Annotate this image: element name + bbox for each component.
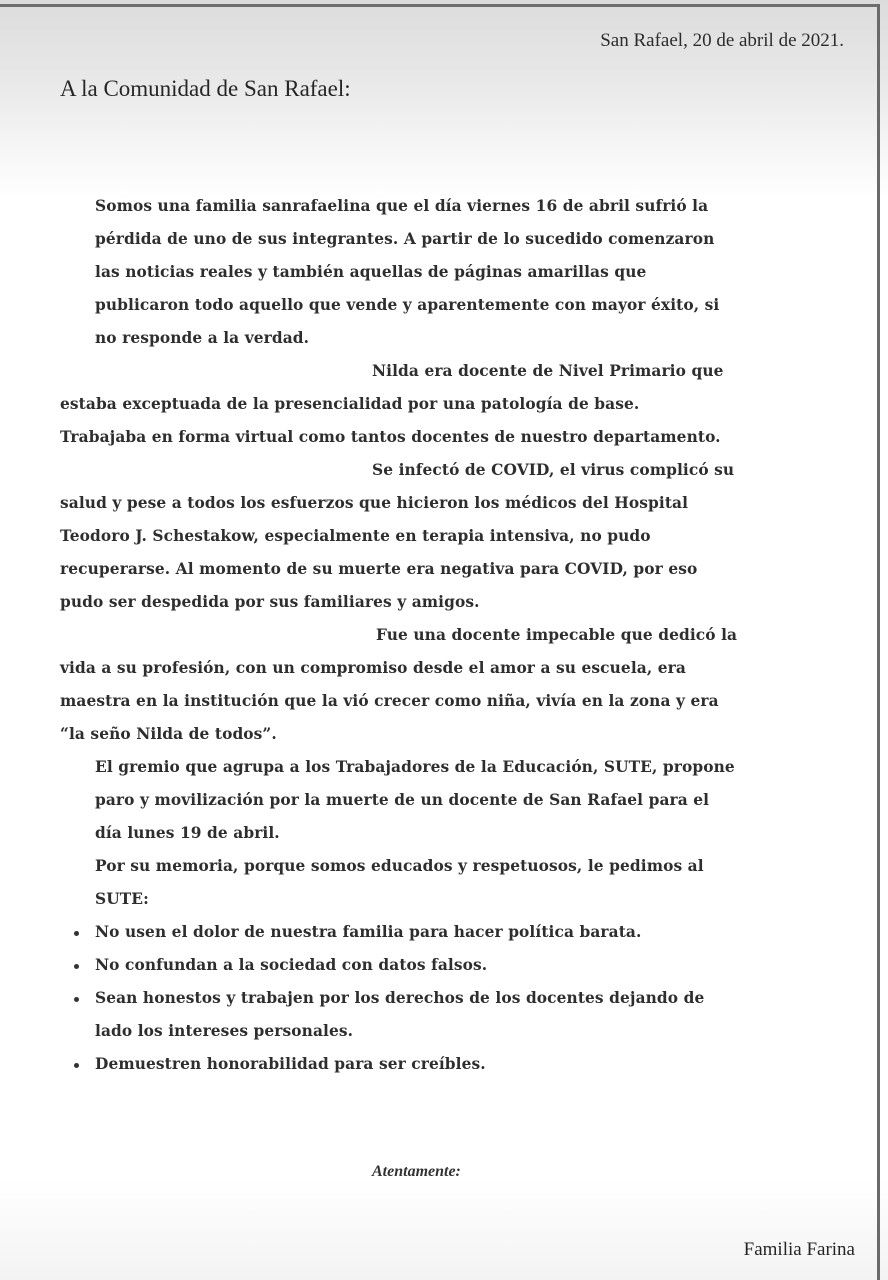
body-line: publicaron todo aquello que vende y aparentemente con mayor éxito, si: [95, 296, 720, 314]
body-line: pérdida de uno de sus integrantes. A partir de lo sucedido comenzaron: [95, 230, 715, 248]
body-line: “la seño Nilda de todos”.: [60, 725, 277, 743]
letter-date: San Rafael, 20 de abril de 2021.: [600, 30, 844, 51]
body-line: vida a su profesión, con un compromiso desde el amor a su escuela, era: [60, 659, 686, 677]
list-item-text: No usen el dolor de nuestra familia para hacer política barata.: [95, 923, 642, 941]
bullet-icon: [74, 997, 79, 1002]
body-line: no responde a la verdad.: [95, 329, 310, 347]
list-item-text: lado los intereses personales.: [95, 1022, 354, 1040]
body-line: las noticias reales y también aquellas de páginas amarillas que: [95, 263, 647, 281]
body-line: recuperarse. Al momento de su muerte era negativa para COVID, por eso: [60, 560, 698, 578]
bullet-icon: [74, 1063, 79, 1068]
body-line: salud y pese a todos los esfuerzos que hicieron los médicos del Hospital: [60, 494, 689, 512]
body-line: Somos una familia sanrafaelina que el día viernes 16 de abril sufrió la: [95, 197, 709, 215]
list-item-text: Demuestren honorabilidad para ser creíbles.: [95, 1055, 486, 1073]
bullet-icon: [74, 931, 79, 936]
body-line: SUTE:: [95, 890, 149, 908]
body-line: Por su memoria, porque somos educados y respetuosos, le pedimos al: [95, 857, 704, 875]
body-line: estaba exceptuada de la presencialidad por una patología de base.: [60, 395, 640, 413]
list-item-text: Sean honestos y trabajen por los derechos de los docentes dejando de: [95, 989, 705, 1007]
body-line: maestra en la institución que la vió crecer como niña, vivía en la zona y era: [60, 692, 719, 710]
bullet-icon: [74, 964, 79, 969]
page-border-top: [0, 4, 880, 7]
body-line: Fue una docente impecable que dedicó la: [376, 626, 738, 644]
letter-signature: Familia Farina: [743, 1239, 855, 1260]
list-item-text: No confundan a la sociedad con datos falsos.: [95, 956, 488, 974]
body-line: pudo ser despedida por sus familiares y amigos.: [60, 593, 480, 611]
body-line: día lunes 19 de abril.: [95, 824, 280, 842]
body-line: Se infectó de COVID, el virus complicó su: [372, 461, 735, 479]
letter-closing: Atentamente:: [372, 1163, 461, 1180]
body-line: Teodoro J. Schestakow, especialmente en terapia intensiva, no pudo: [60, 527, 651, 545]
page-border-right: [877, 4, 880, 1280]
body-line: Trabajaba en forma virtual como tantos docentes de nuestro departamento.: [60, 428, 721, 446]
body-line: Nilda era docente de Nivel Primario que: [372, 362, 724, 380]
body-line: El gremio que agrupa a los Trabajadores de la Educación, SUTE, propone: [95, 758, 735, 776]
letter-salutation: A la Comunidad de San Rafael:: [60, 76, 351, 101]
body-line: paro y movilización por la muerte de un docente de San Rafael para el: [95, 791, 710, 809]
